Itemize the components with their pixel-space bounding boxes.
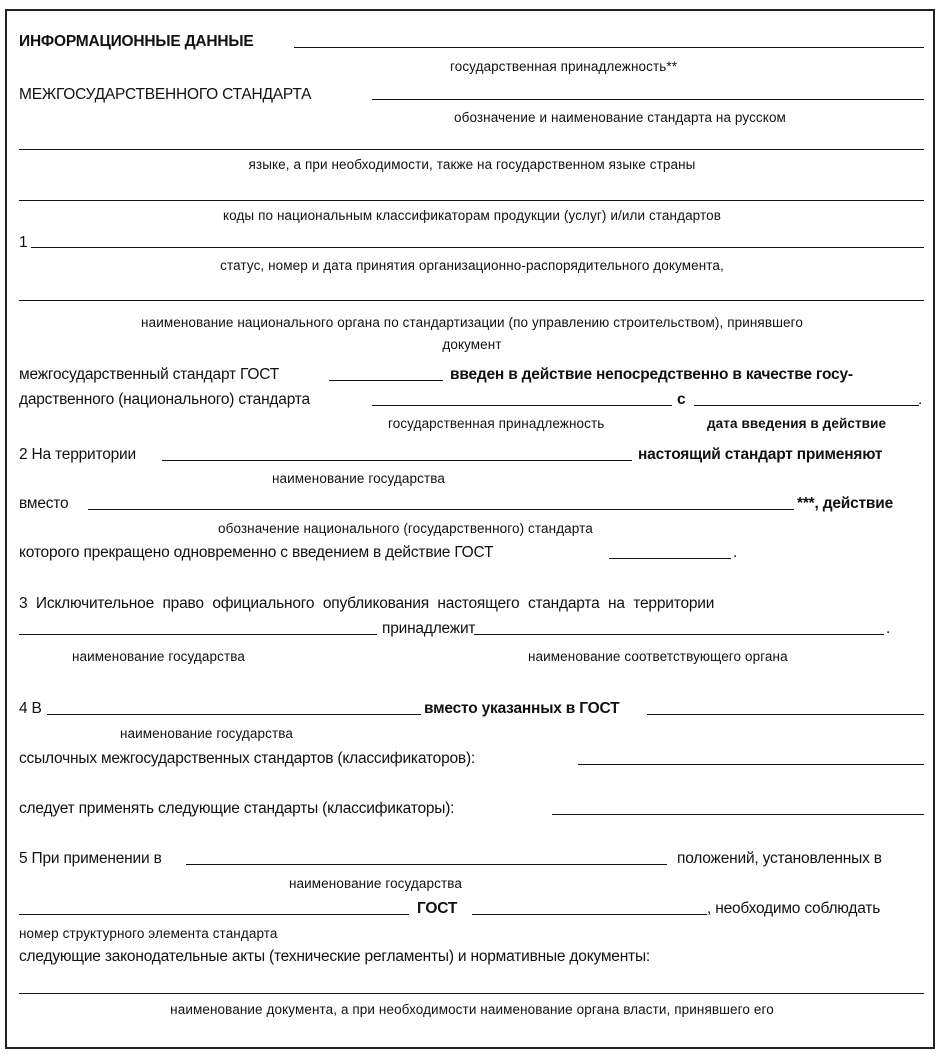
form-title-line1: ИНФОРМАЦИОННЫЕ ДАННЫЕ <box>19 33 254 50</box>
caption-state-affiliation-2: государственная принадлежность <box>388 416 605 431</box>
caption-state-name-3: наименование государства <box>72 649 245 664</box>
caption-national-standard: обозначение национального (государственного) стандарта <box>218 521 593 536</box>
standard-designation-field[interactable] <box>372 99 924 100</box>
item-1-text-gost: межгосударственный стандарт ГОСТ <box>19 366 279 383</box>
gost-number-field[interactable] <box>329 380 443 381</box>
state-affiliation-field-2[interactable] <box>372 405 672 406</box>
caption-structural-element: номер структурного элемента стандарта <box>19 926 278 941</box>
caption-standard-designation: обозначение и наименование стандарта на русском <box>454 110 786 125</box>
structural-element-field[interactable] <box>19 914 409 915</box>
item-2-text-territory: 2 На территории <box>19 446 136 463</box>
item-2-text-instead: вместо <box>19 495 69 512</box>
gost-number-field-5[interactable] <box>472 914 707 915</box>
item-1-text-national: дарственного (национального) стандарта <box>19 391 310 408</box>
item-5-text-legislation: следующие законодательные акты (технические регламенты) и нормативные документы: <box>19 948 651 965</box>
item-2-text-terminated: которого прекращено одновременно с введением в действие ГОСТ <box>19 544 494 561</box>
caption-state-affiliation: государственная принадлежность** <box>450 59 678 74</box>
caption-state-language: языке, а при необходимости, также на государственном языке страны <box>248 157 696 172</box>
effective-date-field[interactable] <box>694 405 919 406</box>
item-5-text-must-observe: , необходимо соблюдать <box>707 900 881 917</box>
referenced-standards-field[interactable] <box>578 764 924 765</box>
order-status-field[interactable] <box>31 247 924 248</box>
item-5-text-provisions: положений, установленных в <box>677 850 882 867</box>
gost-number-field-2[interactable] <box>609 558 731 559</box>
item-5-text-applying: 5 При применении в <box>19 850 162 867</box>
item-1-number: 1 <box>19 234 28 251</box>
caption-authority-name: наименование соответствующего органа <box>528 649 788 664</box>
state-affiliation-field[interactable] <box>294 47 924 48</box>
replacement-standards-field[interactable] <box>552 814 924 815</box>
item-2-period: . <box>733 544 738 561</box>
standardization-body-field[interactable] <box>19 300 924 301</box>
item-1-text-from: с <box>677 391 686 408</box>
item-3-text-exclusive-right: 3 Исключительное право официального опубликования настоящего стандарта на территории <box>19 595 715 612</box>
regulatory-documents-field[interactable] <box>19 993 924 994</box>
item-3-period: . <box>886 620 891 637</box>
item-5-text-gost: ГОСТ <box>417 900 458 917</box>
state-name-field-5[interactable] <box>186 864 667 865</box>
authority-name-field[interactable] <box>474 634 884 635</box>
item-4-text-in: 4 В <box>19 700 42 717</box>
gost-number-field-4[interactable] <box>647 714 924 715</box>
state-name-field[interactable] <box>162 460 632 461</box>
caption-classifier-codes: коды по национальным классификаторам продукции (услуг) и/или стандартов <box>222 208 722 223</box>
caption-order-status: статус, номер и дата принятия организационно-распорядительного документа, <box>220 258 724 273</box>
item-3-text-belongs: принадлежит <box>382 620 476 637</box>
item-2-text-applied: настоящий стандарт применяют <box>638 446 883 463</box>
caption-effective-date: дата введения в действие <box>707 416 887 431</box>
caption-state-name-4: наименование государства <box>120 726 293 741</box>
state-name-field-4[interactable] <box>47 714 421 715</box>
item-1-text-introduced: введен в действие непосредственно в качестве госу- <box>450 366 853 383</box>
item-4-text-apply: следует применять следующие стандарты (классификаторы): <box>19 800 455 817</box>
caption-standardization-body-line1: наименование национального органа по стандартизации (по управлению строительством), принявшего <box>141 315 803 330</box>
caption-state-name-5: наименование государства <box>289 876 462 891</box>
caption-state-name: наименование государства <box>272 471 445 486</box>
item-4-text-instead-gost: вместо указанных в ГОСТ <box>424 700 620 717</box>
state-name-field-3[interactable] <box>19 634 377 635</box>
form-title-line2: МЕЖГОСУДАРСТВЕННОГО СТАНДАРТА <box>19 86 312 103</box>
item-4-text-referenced: ссылочных межгосударственных стандартов (классификаторов): <box>19 750 476 767</box>
item-2-text-action: ***, действие <box>797 495 893 512</box>
caption-standardization-body-line2: документ <box>442 337 502 352</box>
classifier-codes-field[interactable] <box>19 200 924 201</box>
caption-regulatory-document: наименование документа, а при необходимости наименование органа власти, принявшего его <box>170 1002 774 1017</box>
item-1-period: . <box>918 391 923 408</box>
standard-name-field[interactable] <box>19 149 924 150</box>
national-standard-field[interactable] <box>88 509 794 510</box>
